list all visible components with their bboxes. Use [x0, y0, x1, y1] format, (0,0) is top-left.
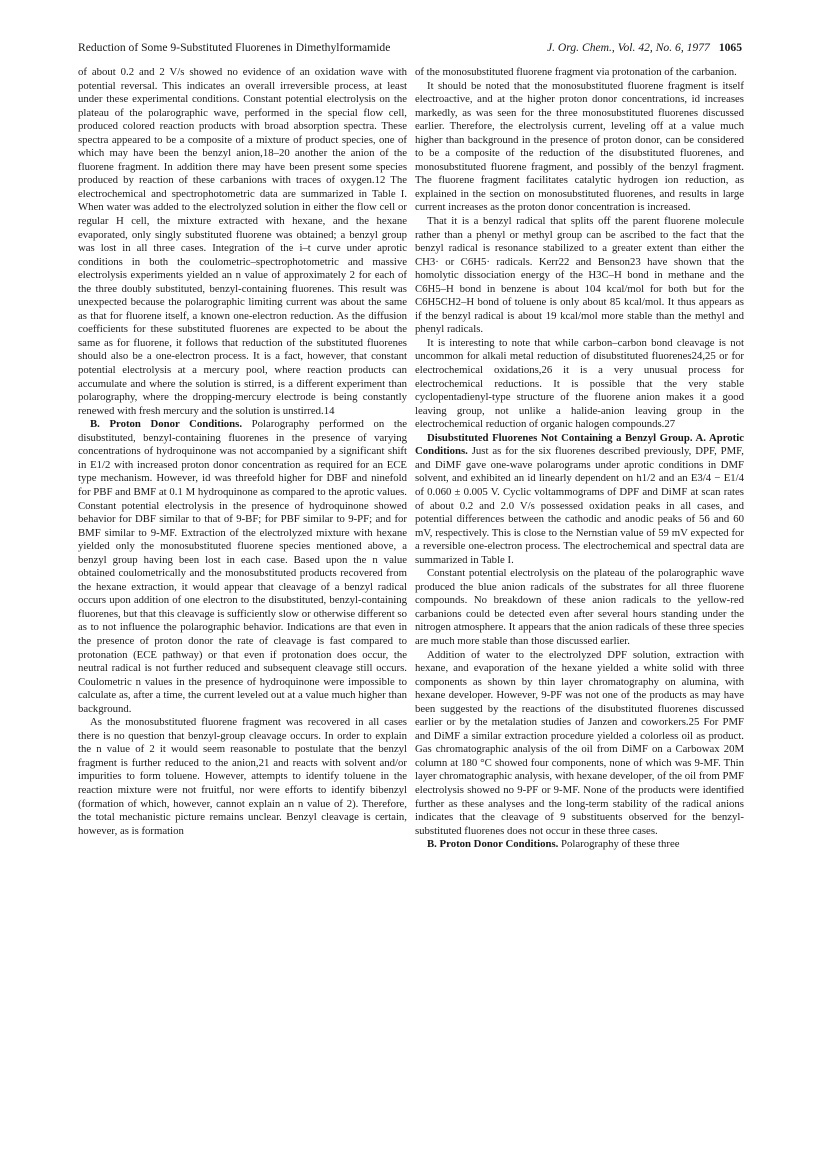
left-column	[78, 66, 407, 838]
paragraph	[78, 716, 407, 838]
paragraph-text: That it is a benzyl radical that splits off the parent fluorene molecule rather than a phenyl or methyl group can be ascribed to the fact that the benzyl radical is resonance stabilized to a greater extent than either the CH3· or C6H5· radicals. Kerr22 and Benson23 have shown that the homolytic dissociation energy of the H3C–H bond in methane and the C6H5–H bond in benzene is about 104 kcal/mol for both but for the C6H5CH2–H bond of toluene is only about 85 kcal/mol. It thus appears as if the benzyl radical is about 19 kcal/mol more stable than the methyl and phenyl radicals.	[415, 215, 744, 336]
running-header	[78, 40, 742, 56]
journal-citation	[547, 40, 742, 56]
paragraph-text: It should be noted that the monosubstituted fluorene fragment is itself electroactive, and at the higher proton donor concentrations, id increases markedly, as was seen for the three monosubstituted fluorenes discussed earlier. Therefore, the electrolysis current, leveling off at a value much higher than background in the presence of proton donor, can be considered to be a composite of the reduction of the disubstituted fluorenes, and monosubstituted fluorene fragment, and possibly of the benzyl fragment. The fluorene fragment facilitates catalytic hydrogen ion reduction, as explained in the section on monosubstituted fluorenes, and results in large current increases as the proton donor concentration is increased.	[415, 79, 744, 214]
paragraph-text: of about 0.2 and 2 V/s showed no evidence of an oxidation wave with potential reversal. This indicates an overall irreversible process, at least under these experimental conditions. Constant potential electrolysis on the plateau of the polarographic wave, performed in the special flow cell, produced colored reaction products with broad absorption spectra. These spectra appeared to be a composite of a mixture of product species, one of which may have been the benzyl anion,18–20 another the anion of the fluorene fragment. In addition there may have been present some species produced by reaction of these carbanions with traces of oxygen.12 The electrochemical and spectrophotometric data are summarized in Table I. When water was added to the electrolyzed solution in either the flow cell or regular H cell, the mixture extracted with hexane, and the hexane evaporated, only singly substituted fluorene was obtained; a benzyl group was lost in all three cases. Integration of the i–t curve under aprotic conditions in both the coulometric–spectrophotometric and massive electrolysis experiments yielded an n value of approximately 2 for each of the three doubly substituted, benzyl-containing fluorenes. This result was unexpected because the polarographic limiting current was about the same as that for fluorene itself, a known one-electron reduction. As the diffusion coefficients for these substituted fluorenes are expected to be about the same as for fluorene, it follows that reduction of the substituted fluorenes should also be a one-electron process. It is a fact, however, that constant potential electrolysis at a mercury pool, where reaction products can accumulate and where the solution is stirred, is a different experiment than polarography, where the dropping-mercury electrode is being constantly renewed with fresh mercury and the solution is unstirred.14	[78, 66, 407, 417]
paragraph	[415, 432, 744, 567]
section-heading: B. Proton Donor Conditions.	[90, 418, 243, 431]
paragraph-text: Constant potential electrolysis on the plateau of the polarographic wave produced the blue anion radicals of the substrates for all three fluorene compounds. No breakdown of these anion radicals to the yellow-red carbanions could be detected even after several hours standing under the nitrogen atmosphere. It appears that the anion radicals of these three species are much more stable than those discussed earlier.	[415, 567, 744, 647]
section-heading: B. Proton Donor Conditions.	[427, 838, 559, 851]
paragraph	[415, 567, 744, 648]
section-heading: Disubstituted Fluorenes Not Containing a Benzyl Group. A. Aprotic Conditions.	[415, 431, 744, 458]
paragraph-text: It is interesting to note that while carbon–carbon bond cleavage is not uncommon for alkali metal reduction of disubstituted fluorenes24,25 or for electrochemical oxidations,26 it is a very unusual process for electrochemical reductions. It is possible that the very stable cyclopentadienyl-type structure of the fluorene anion makes it a good leaving group, not unlike a halide-anion leaving group in the electrochemical reduction of organic halogen compounds.27	[415, 336, 744, 431]
paragraph	[415, 215, 744, 337]
paragraph	[415, 649, 744, 839]
right-column	[415, 66, 744, 852]
running-title: Reduction of Some 9-Substituted Fluorenes in Dimethylformamide	[78, 41, 391, 54]
paragraph-text: As the monosubstituted fluorene fragment was recovered in all cases there is no question that benzyl-group cleavage occurs. In order to explain the n value of 2 it would seem reasonable to postulate that the benzyl fragment is further reduced to the anion,21 and reacts with solvent and/or impurities to form toluene. However, attempts to identify toluene in the reaction mixture were not fruitful, nor were efforts to identify bibenzyl (formation of which, however, cannot explain an n value of 2). Therefore, the total mechanistic picture remains unclear. Benzyl cleavage is certain, however, as is formation	[78, 716, 407, 837]
journal-name: J. Org. Chem., Vol. 42, No. 6, 1977	[546, 41, 710, 54]
page-number: 1065	[718, 41, 742, 54]
paragraph-text: Polarography of these three	[558, 838, 680, 851]
paragraph	[78, 418, 407, 716]
paragraph-text: Addition of water to the electrolyzed DPF solution, extraction with hexane, and evaporation of the hexane yielded a white solid with three components as shown by thin layer chromatography on alumina, with hexane developer. However, 9-PF was not one of the products as may have been suggested by the reactions of the disubstituted fluorenes discussed earlier or by the metalation studies of Janzen and coworkers.25 For PMF and DiMF a similar extraction procedure yielded a colorless oil as product. Gas chromatographic analysis of the oil from DiMF on a Carbowax 20M column at 180 °C showed four components, none of which was 9-MF. Thin layer chromatographic analysis, with hexane developer, of the oil from PMF electrolysis showed no 9-PF or 9-MF. None of the products were identified further as these analyses and the long-term stability of the radical anions indicates that the cleavage of 9 substituents observed for the benzyl-substituted fluorenes does not occur in these three cases.	[415, 648, 744, 837]
paragraph	[415, 80, 744, 215]
paragraph	[415, 337, 744, 432]
paragraph-text: Just as for the six fluorenes described previously, DPF, PMF, and DiMF gave one-wave polarograms under aprotic conditions in DMF solvent, and exhibited an id linearly dependent on h1/2 and an E3/4 − E1/4 of 0.060 ± 0.005 V. Cyclic voltammograms of DPF and DiMF at scan rates of about 0.2 and 2.0 V/s possessed oxidation peaks in all cases, and potential differences between the cathodic and anodic peaks of 56 and 60 mV, respectively. This is close to the Nernstian value of 59 mV expected for a reversible one-electron process. The electrochemical and spectral data are summarized in Table I.	[415, 445, 744, 566]
paragraph-text: of the monosubstituted fluorene fragment via protonation of the carbanion.	[415, 66, 737, 78]
paragraph	[78, 66, 407, 418]
paragraph-text: Polarography performed on the disubstituted, benzyl-containing fluorenes in the presence of varying concentrations of hydroquinone was not accompanied by a significant shift in E1/2 with increased proton donor concentration as required for an ECE type mechanism. However, id was threefold higher for DBF and ninefold for PBF and BMF at 0.1 M hydroquinone as compared to the aprotic values. Constant potential electrolysis in the presence of hydroquinone showed behavior for DBF similar to that of 9-BF; for PBF similar to 9-PF; and for BMF similar to 9-MF. Extraction of the electrolyzed mixture with hexane yielded only the monosubstituted fluorene species mentioned above, a benzyl group having been lost in each case. Based upon the n value obtained coulometrically and the monosubstituted products recovered from the hexane extraction, it would appear that cleavage of a benzyl radical occurs upon addition of one electron to the disubstituted, benzyl-containing fluorenes, but that this cleavage is sufficiently slow or otherwise different so as to not influence the polarographic behavior. Indications are that even in the presence of proton donor the rate of cleavage is fast compared to protonation (ECE pathway) or that even if protonation does occur, the neutral radical is not further reduced and subsequent cleavage still occurs. Coulometric n values in the presence of hydroquinone were impossible to calculate as, after a time, the current leveled out at a value much higher than background.	[78, 418, 407, 715]
paragraph	[415, 66, 744, 80]
paragraph	[415, 838, 744, 852]
